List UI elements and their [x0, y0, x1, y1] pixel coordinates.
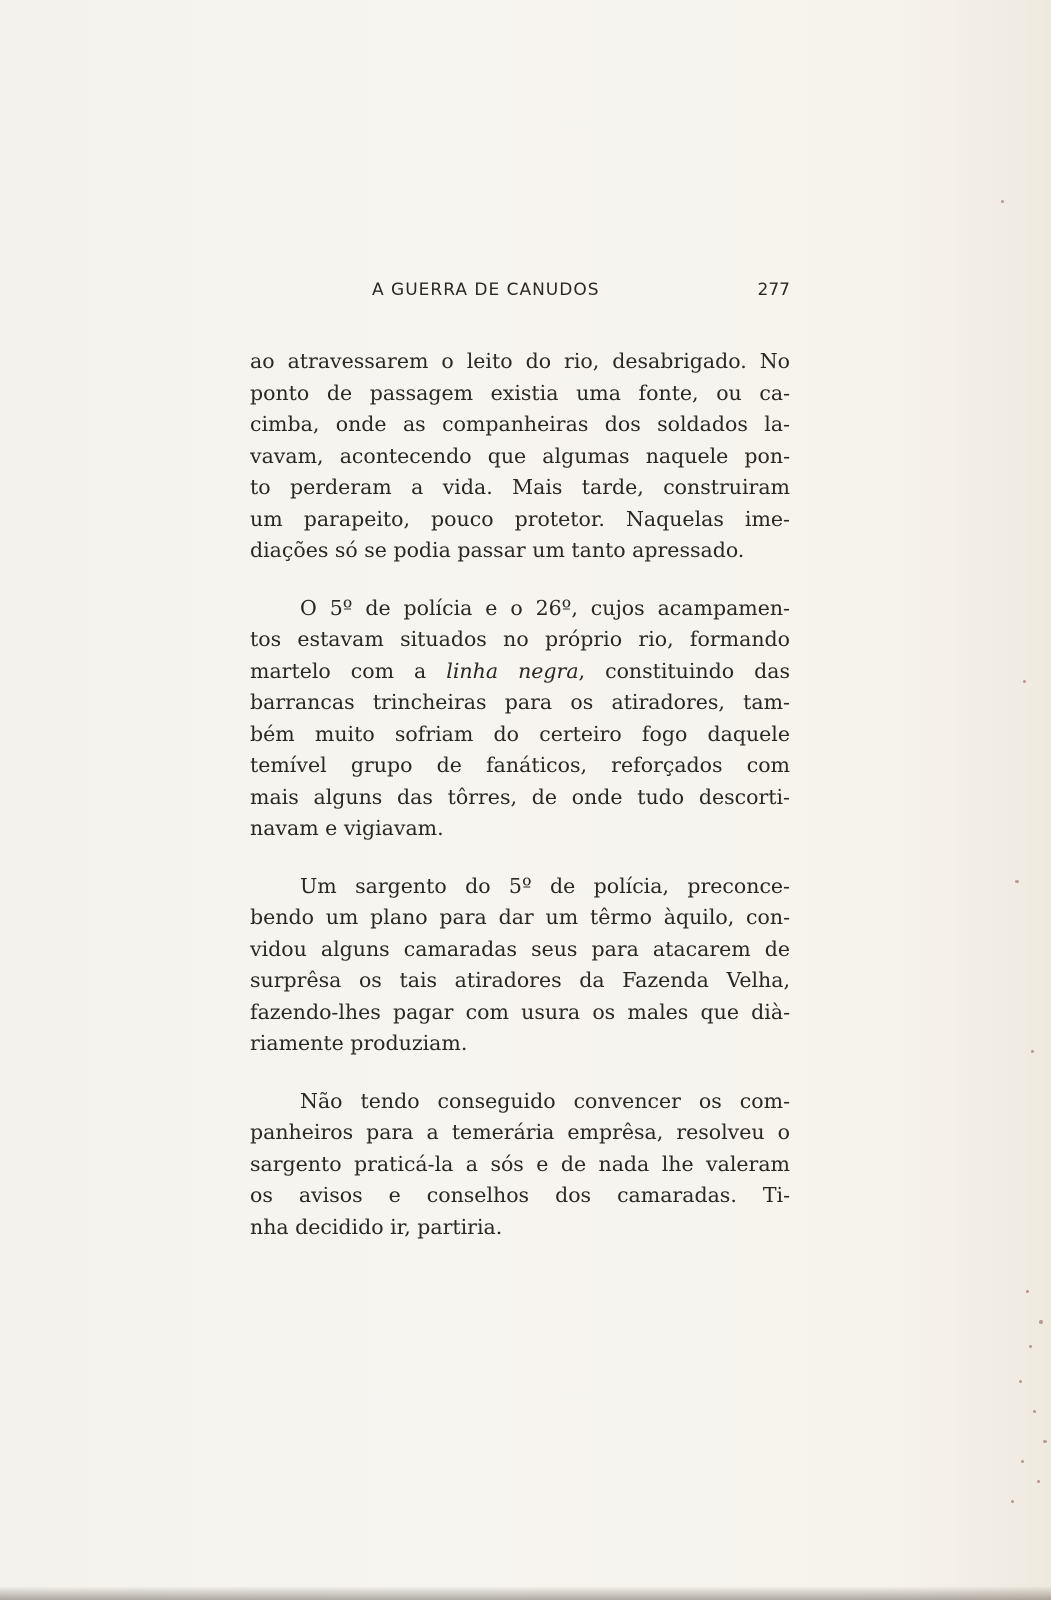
foxing-speck: [1029, 1345, 1032, 1348]
text-line: Não tendo conseguido convencer os com-: [300, 1088, 790, 1113]
text-line: sargento praticá-la a sós e de nada lhe valeram: [250, 1151, 790, 1176]
text-line: um parapeito, pouco protetor. Naquelas ime-: [250, 506, 790, 531]
text-line: vidou alguns camaradas seus para atacarem de: [250, 936, 790, 961]
text-line: ao atravessarem o leito do rio, desabrigado. No: [250, 349, 790, 373]
foxing-speck: [1043, 1440, 1047, 1443]
text-line: temível grupo de fanáticos, reforçados com: [250, 753, 790, 777]
text-line: to perderam a vida. Mais tarde, construiram: [250, 475, 790, 499]
foxing-speck: [1021, 1460, 1024, 1463]
running-title: A GUERRA DE CANUDOS: [372, 280, 600, 300]
text-line: ponto de passagem existia uma fonte, ou ca-: [250, 380, 790, 405]
paragraph-1: [250, 346, 790, 567]
text-line: bendo um plano para dar um têrmo àquilo, con-: [250, 905, 790, 929]
text-line: fazendo-lhes pagar com usura os males que dià-: [250, 999, 790, 1024]
paragraph-2: [250, 593, 790, 845]
text-line: barrancas trincheiras para os atiradores, tam-: [250, 690, 790, 714]
text-line: tos estavam situados no próprio rio, formando: [250, 627, 790, 651]
text-line: Um sargento do 5º de polícia, preconce-: [300, 873, 790, 898]
foxing-speck: [1023, 680, 1026, 683]
paragraph-4: [250, 1086, 790, 1244]
foxing-speck: [1015, 880, 1019, 883]
text-line: riamente produziam.: [250, 1031, 468, 1055]
foxing-speck: [1031, 1050, 1034, 1053]
text-line: martelo com a linha negra, constituindo das: [250, 658, 790, 683]
foxing-speck: [1037, 1480, 1040, 1483]
text-line: surprêsa os tais atiradores da Fazenda Velha,: [250, 968, 790, 992]
text-line: diações só se podia passar um tanto apressado.: [250, 538, 745, 562]
text-line: vavam, acontecendo que algumas naquele pon-: [250, 443, 790, 468]
text-line: bém muito sofriam do certeiro fogo daquele: [250, 721, 790, 746]
foxing-speck: [1019, 1380, 1022, 1383]
page-number: 277: [757, 280, 790, 300]
text-line: panheiros para a temerária emprêsa, resolveu o: [250, 1120, 790, 1144]
paragraph-3: [250, 871, 790, 1060]
page-edge-shadow: [0, 1586, 1051, 1600]
foxing-speck: [1001, 200, 1004, 203]
text-line: O 5º de polícia e o 26º, cujos acampamen-: [300, 595, 790, 620]
paper-foxing-specks: [971, 0, 1051, 1600]
foxing-speck: [1011, 1500, 1014, 1503]
body-text: [250, 346, 790, 1269]
text-line: navam e vigiavam.: [250, 816, 444, 840]
foxing-speck: [1039, 1320, 1043, 1324]
text-line: os avisos e conselhos dos camaradas. Ti-: [250, 1183, 790, 1207]
text-line: mais alguns das tôrres, de onde tudo descorti-: [250, 784, 790, 809]
text-line: nha decidido ir, partiria.: [250, 1214, 503, 1239]
text-line: cimba, onde as companheiras dos soldados la-: [250, 412, 790, 436]
foxing-speck: [1033, 1410, 1036, 1413]
running-header: [250, 280, 790, 306]
foxing-speck: [1026, 1290, 1029, 1293]
